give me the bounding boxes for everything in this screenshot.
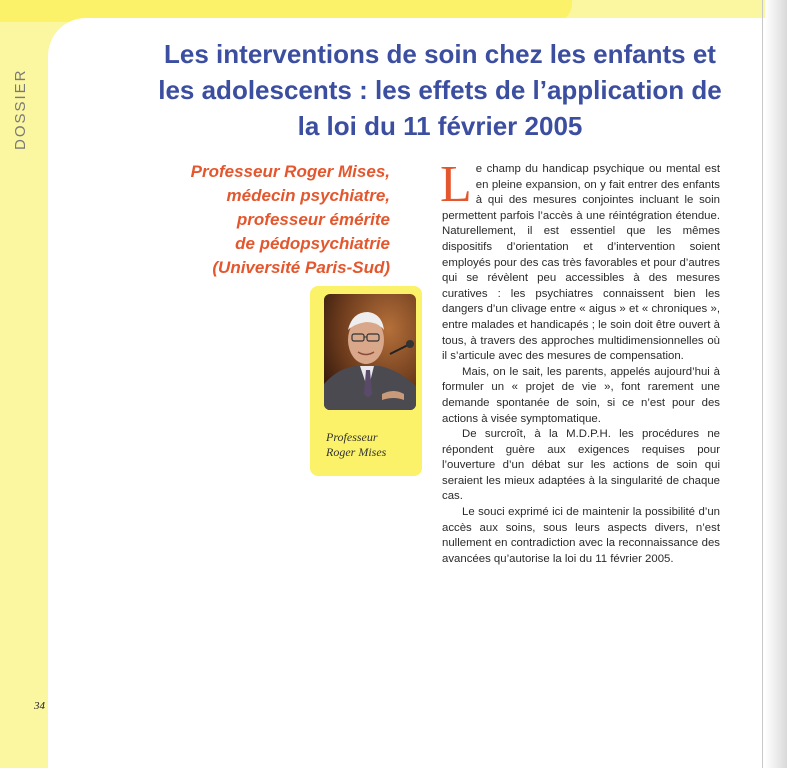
author-block bbox=[150, 160, 390, 280]
page-edge-shadow bbox=[765, 0, 787, 768]
body-paragraph bbox=[440, 156, 720, 365]
photo-panel bbox=[310, 286, 422, 476]
author-line: (Université Paris-Sud) bbox=[212, 258, 390, 277]
article-title: Les interventions de soin chez les enfants et les adolescents : les effets de l’application de la loi du 11 février 2005 bbox=[158, 39, 722, 141]
paragraph-text: e champ du handicap psychique ou mental est en pleine expansion, on y fait entrer des enfants à qui des mesures conjointes incluant le soin permettent parfois l’accès à une réintégration étendue. Naturellement, il est essentiel que les mêmes dispositifs d’orientation et d’intervention soient employés pour des cas très favorables et pour d’autres qui se révèlent peu accessibles à des mesures curatives : les psychiatres connaissent bien les dangers d’un clivage entre « aigus » et « chroniques », entre malades et handicapés ; le soin doit être ouvert à tous, à travers des approches multidimensionnelles où il s’articule avec des mesures de compensation. bbox=[442, 163, 720, 363]
section-label: DOSSIER bbox=[12, 68, 29, 150]
body-paragraph: Le souci exprimé ici de maintenir la possibilité d’un accès aux soins, sous leurs aspects divers, n’est nullement en contradiction avec la reconnaissance des avancées qu’autorise la loi du 11 février 2005. bbox=[442, 506, 720, 565]
drop-cap: L bbox=[440, 156, 472, 213]
portrait-image bbox=[324, 294, 416, 410]
body-paragraph: Mais, on le sait, les parents, appelés aujourd’hui à formuler un « projet de vie », font rarement une demande spontanée de soin, si ce n’est pour des actions à visée symptomatique. bbox=[442, 365, 720, 425]
author-line: médecin psychiatre, bbox=[226, 186, 390, 205]
photo-caption bbox=[326, 430, 416, 460]
page-number: 34 bbox=[34, 700, 45, 712]
author-line: Professeur Roger Mises, bbox=[190, 162, 390, 181]
caption-line: Professeur bbox=[326, 430, 378, 444]
article-body bbox=[440, 156, 720, 567]
caption-line: Roger Mises bbox=[326, 445, 387, 459]
author-line: professeur émérite bbox=[236, 210, 390, 229]
page-gutter-line bbox=[762, 0, 763, 768]
author-line: de pédopsychiatrie bbox=[235, 234, 390, 253]
author-portrait bbox=[324, 294, 416, 410]
body-paragraph: De surcroît, à la M.D.P.H. les procédures ne répondent guère aux exigences requises pour l’ouverture d’un débat sur les actions de soin qui seraient les mieux adaptées à la singularité de chaque cas. bbox=[442, 428, 720, 503]
